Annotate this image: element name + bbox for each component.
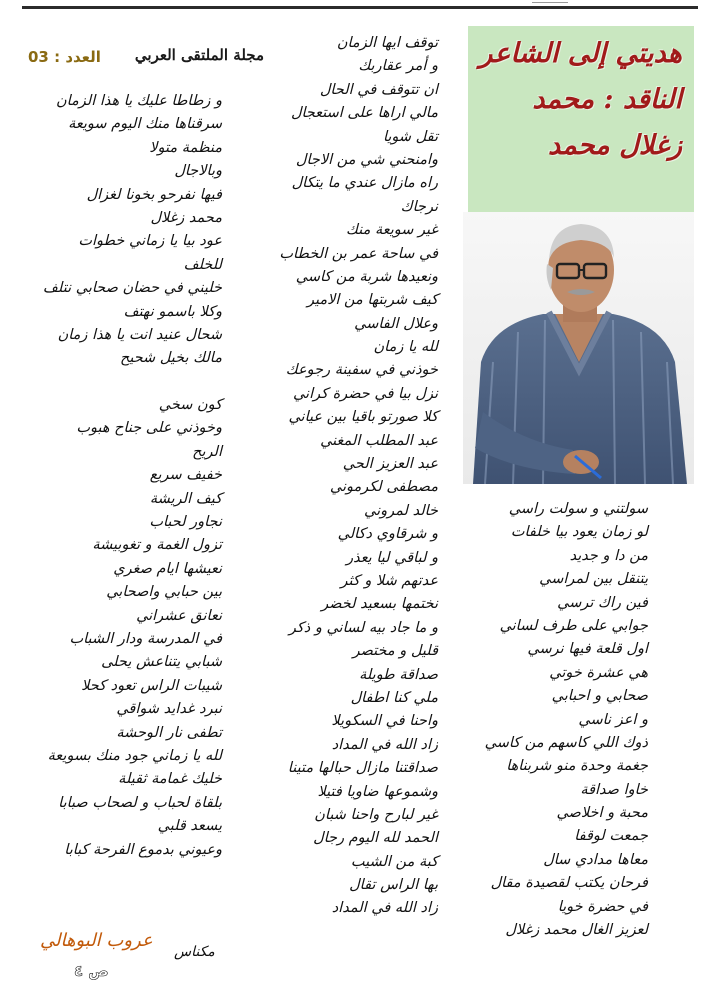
poem-line: قليل و مختصر <box>352 643 438 660</box>
poem-line: في ساحة عمر بن الخطاب <box>279 245 438 262</box>
poem-line: منظمة متولا <box>149 139 222 156</box>
poem-line: بها الراس تقال <box>349 877 438 894</box>
poem-line: مالك بخيل شحيح <box>119 350 222 367</box>
poem-line: خليني في حضان صحابي نتلف <box>42 280 222 297</box>
poem-line: محبة و اخلاصي <box>556 805 648 822</box>
poem-line: نعيشها ايام صغري <box>113 560 222 577</box>
poem-line-blank <box>22 371 222 394</box>
poem-line: وامنحني شي من الاجال <box>295 151 438 168</box>
author-city: مكناس <box>174 944 215 960</box>
poem-line: في حضرة خويا <box>557 898 648 915</box>
poem-line: تزول الغمة و تغوبيشة <box>92 537 222 554</box>
poem-line: وشموعها ضاويا فتيلا <box>317 783 438 800</box>
poem-line: جغمة وحدة منو شربناها <box>506 758 648 775</box>
poem-line: كون سخي <box>158 397 222 414</box>
poem-line: و زطاطا عليك يا هذا الزمان <box>55 93 222 109</box>
magazine-name: مجلة الملتقى العربي <box>134 46 264 64</box>
poem-line: نختمها بسعيد لخضر <box>321 596 438 613</box>
poem-line: ملي كنا اطفال <box>350 689 438 706</box>
poem-line: الحمد لله اليوم رجال <box>313 830 438 847</box>
poem-line: وخوذني على جناح هبوب <box>76 420 222 437</box>
poem-line: لله يا زماني جود منك بسويعة <box>47 747 222 764</box>
poem-line: في المدرسة ودار الشباب <box>69 630 222 647</box>
poem-line: من دا و جديد <box>569 547 648 564</box>
issue-number: العدد : 03 <box>28 48 101 66</box>
poem-line: ونعيدها شربة من كاسي <box>295 268 438 285</box>
magazine-page <box>22 0 698 1001</box>
poem-line: و لباقي ليا يعذر <box>346 549 438 566</box>
title-line-1: هديتي إلى الشاعر <box>479 38 682 69</box>
poem-line: خفيف سريع <box>149 467 222 484</box>
poem-line: واحنا في السكويلا <box>331 713 438 730</box>
poem-line: وبالاجال <box>174 163 222 180</box>
poem-line: صداقة طويلة <box>359 666 438 683</box>
poem-line: لعزيز الغال محمد زغلال <box>505 922 648 939</box>
poem-line: فرحان يكتب لقصيدة مقال <box>490 875 648 892</box>
poem-line: نرجاك <box>400 198 438 215</box>
poem-line: خليك غمامة ثقيلة <box>118 771 222 788</box>
poem-line: شيبات الراس تعود كحلا <box>81 677 222 694</box>
poem-line: ان تتوقف في الحال <box>319 81 438 98</box>
poem-line: نزل بيا في حضرة كراني <box>292 385 438 402</box>
title-line-2: الناقد : محمد <box>532 84 682 115</box>
poem-line: بلقاة لحباب و لصحاب صبابا <box>58 794 222 811</box>
poem-line: خوذني في سفينة رجوعك <box>285 362 438 379</box>
poem-line: لله يا زمان <box>373 339 438 356</box>
poem-line: راه مازال عندي ما يتكال <box>291 175 438 192</box>
poem-line: ذوك اللي كاسهم من كاسي <box>484 734 648 751</box>
poem-line: عود بيا يا زماني خطوات <box>78 233 222 250</box>
poem-line: فين راك ترسي <box>557 594 648 611</box>
poem-line: مالي اراها على استعجال <box>290 105 438 122</box>
poem-line: صداقتنا مازال حبالها متينا <box>287 760 438 777</box>
top-rule-stub <box>532 0 568 3</box>
poem-line: يسعد قلبي <box>157 818 222 835</box>
poem-line: عدتهم شلا و كثر <box>340 572 438 589</box>
poem-line: جمعت لوقفا <box>574 828 648 845</box>
poem-line: نجاور لحباب <box>149 514 222 531</box>
author-signature: عروب البوهالي <box>40 930 153 951</box>
poem-line: كبة من الشيب <box>350 853 438 870</box>
poem-line: كيف الريشة <box>149 490 222 507</box>
poem-line: سرقناها منك اليوم سويعة <box>68 116 222 133</box>
poem-line: مصطفى لكرموني <box>329 479 438 496</box>
title-line-3: زغلال محمد <box>548 130 682 161</box>
portrait-photo-icon <box>463 212 694 484</box>
poem-line: شحال عنيد انت يا هذا زمان <box>57 326 222 343</box>
poem-line: و اعز ناسي <box>578 711 648 728</box>
poem-line: هي عشرة خوتي <box>549 664 648 681</box>
poem-line: تطفى نار الوحشة <box>116 724 222 741</box>
magazine-header <box>28 48 264 70</box>
poem-line: نعانق عشراني <box>136 607 222 624</box>
poem-column-left <box>22 90 222 862</box>
poem-line: كلا صورتو باقيا بين عياني <box>288 409 438 426</box>
poem-line: توقف ايها الزمان <box>336 35 438 51</box>
poem-line: كيف شربتها من الامير <box>306 292 438 309</box>
poem-line: وعلال الفاسي <box>354 315 438 332</box>
poem-line: و ما جاد بيه لساني و ذكر <box>288 619 438 636</box>
poem-line: غير سويعة منك <box>346 222 438 239</box>
poem-column-middle <box>262 32 438 921</box>
poem-line: اول قلعة فيها نرسي <box>527 641 648 658</box>
poem-line: للخلف <box>183 256 222 273</box>
poem-line: فيها نفرحو بخونا لغزال <box>86 186 222 203</box>
page-number: ص ٤ <box>74 962 109 980</box>
poem-line: وعيوني بدموع الفرحة كبابا <box>64 841 222 858</box>
poem-column-right <box>462 498 648 942</box>
poem-line: محمد زغلال <box>150 209 222 226</box>
poem-line: بين حبابي واصحابي <box>106 584 222 601</box>
poem-line: تقل شويا <box>382 128 438 145</box>
poem-line: خاوا صداقة <box>580 781 648 798</box>
poem-line: معاها مدادي سال <box>543 851 648 868</box>
title-box <box>468 26 694 212</box>
poem-line: غير لبارح واحنا شبان <box>314 806 438 823</box>
poem-line: عبد العزيز الحي <box>342 456 438 473</box>
poem-line: زاد الله في المداد <box>331 900 438 917</box>
poem-line: يتنقل بين لمراسي <box>539 571 648 588</box>
poem-line: سولتني و سولت راسي <box>508 501 648 517</box>
poem-line: صحابي و احبابي <box>551 688 648 705</box>
portrait-photo <box>463 212 694 484</box>
poem-line: و شرقاوي دكالي <box>337 526 438 543</box>
poem-line: شبابي يتناعش يحلى <box>101 654 222 671</box>
poem-line: الريح <box>192 443 222 460</box>
poem-line: نبرد غدايد شواقي <box>116 701 222 718</box>
poem-line: و أمر عقاربك <box>358 58 438 75</box>
poem-line: زاد الله في المداد <box>331 736 438 753</box>
poem-line: عبد المطلب المغني <box>320 432 438 449</box>
top-rule <box>22 0 698 9</box>
poem-line: خالد لمروني <box>364 502 438 519</box>
poem-line: جوابي على طرف لساني <box>499 617 648 634</box>
poem-line: لو زمان يعود بيا خلفات <box>510 524 648 541</box>
poem-line: وكلا باسمو نهتف <box>123 303 222 320</box>
